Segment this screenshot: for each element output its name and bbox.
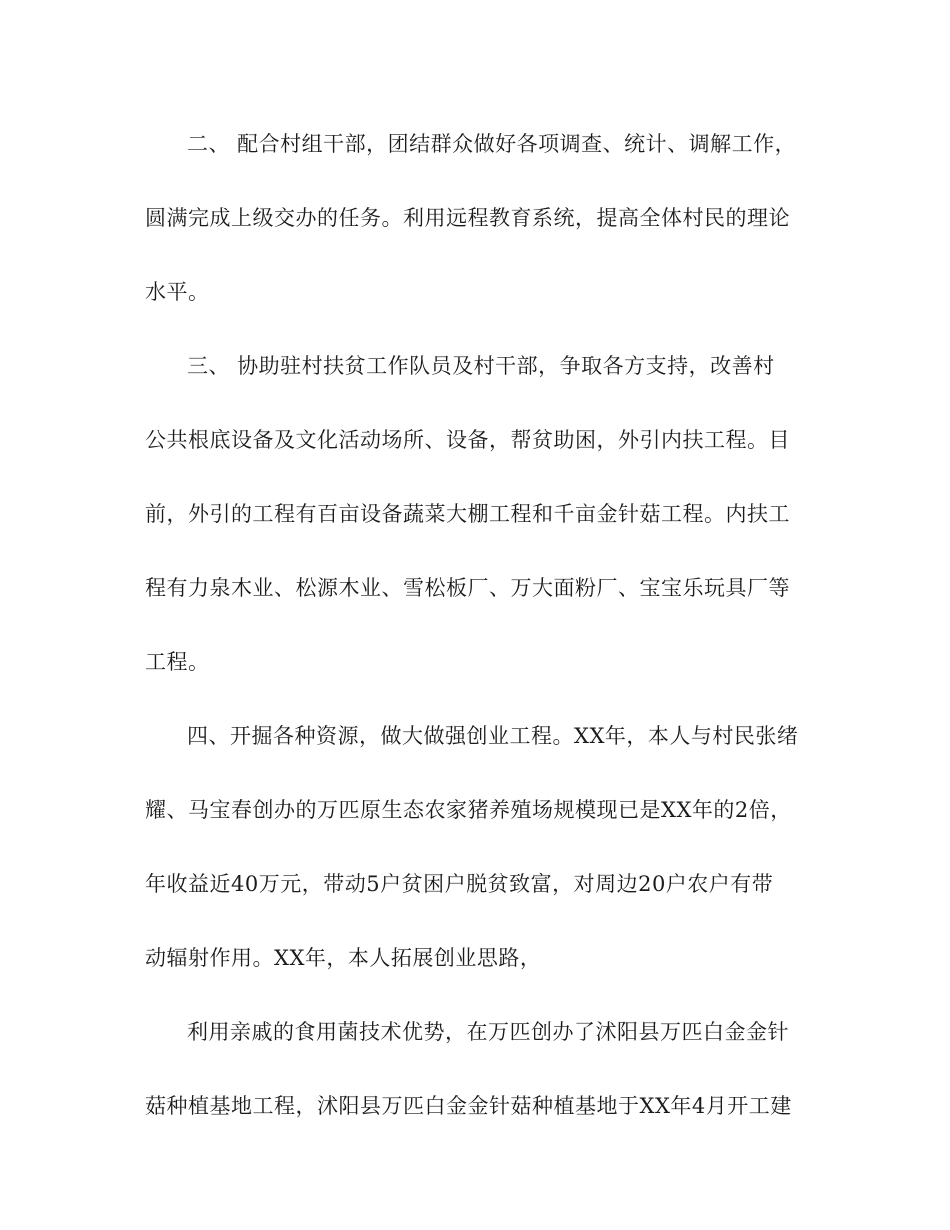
paragraph-line: 年收益近40万元，带动5户贫困户脱贫致富，对周边20户农户有带 [145,872,774,896]
paragraph-line: 动辐射作用。XX年，本人拓展创业思路， [145,946,542,970]
paragraph-line: 圆满完成上级交办的任务。利用远程教育系统，提高全体村民的理论 [145,206,790,230]
paragraph-line: 利用亲戚的食用菌技术优势，在万匹创办了沭阳县万匹白金金针 [187,1020,789,1044]
paragraph-line: 三、 协助驻村扶贫工作队员及村干部，争取各方支持，改善村 [187,354,775,378]
paragraph-line: 菇种植基地工程，沭阳县万匹白金金针菇种植基地于XX年4月开工建 [145,1094,792,1118]
paragraph-line: 耀、马宝春创办的万匹原生态农家猪养殖场规模现已是XX年的2倍， [145,798,792,822]
paragraph-line: 水平。 [145,280,210,304]
paragraph-line: 二、 配合村组干部，团结群众做好各项调查、统计、调解工作， [187,132,797,156]
paragraph-line: 四、开掘各种资源，做大做强创业工程。XX年，本人与村民张绪 [187,724,799,748]
paragraph-line: 公共根底设备及文化活动场所、设备，帮贫助困，外引内扶工程。目 [145,428,790,452]
paragraph-line: 工程。 [145,650,210,674]
paragraph-line: 前，外引的工程有百亩设备蔬菜大棚工程和千亩金针菇工程。内扶工 [145,502,790,526]
paragraph-line: 程有力泉木业、松源木业、雪松板厂、万大面粉厂、宝宝乐玩具厂等 [145,576,790,600]
